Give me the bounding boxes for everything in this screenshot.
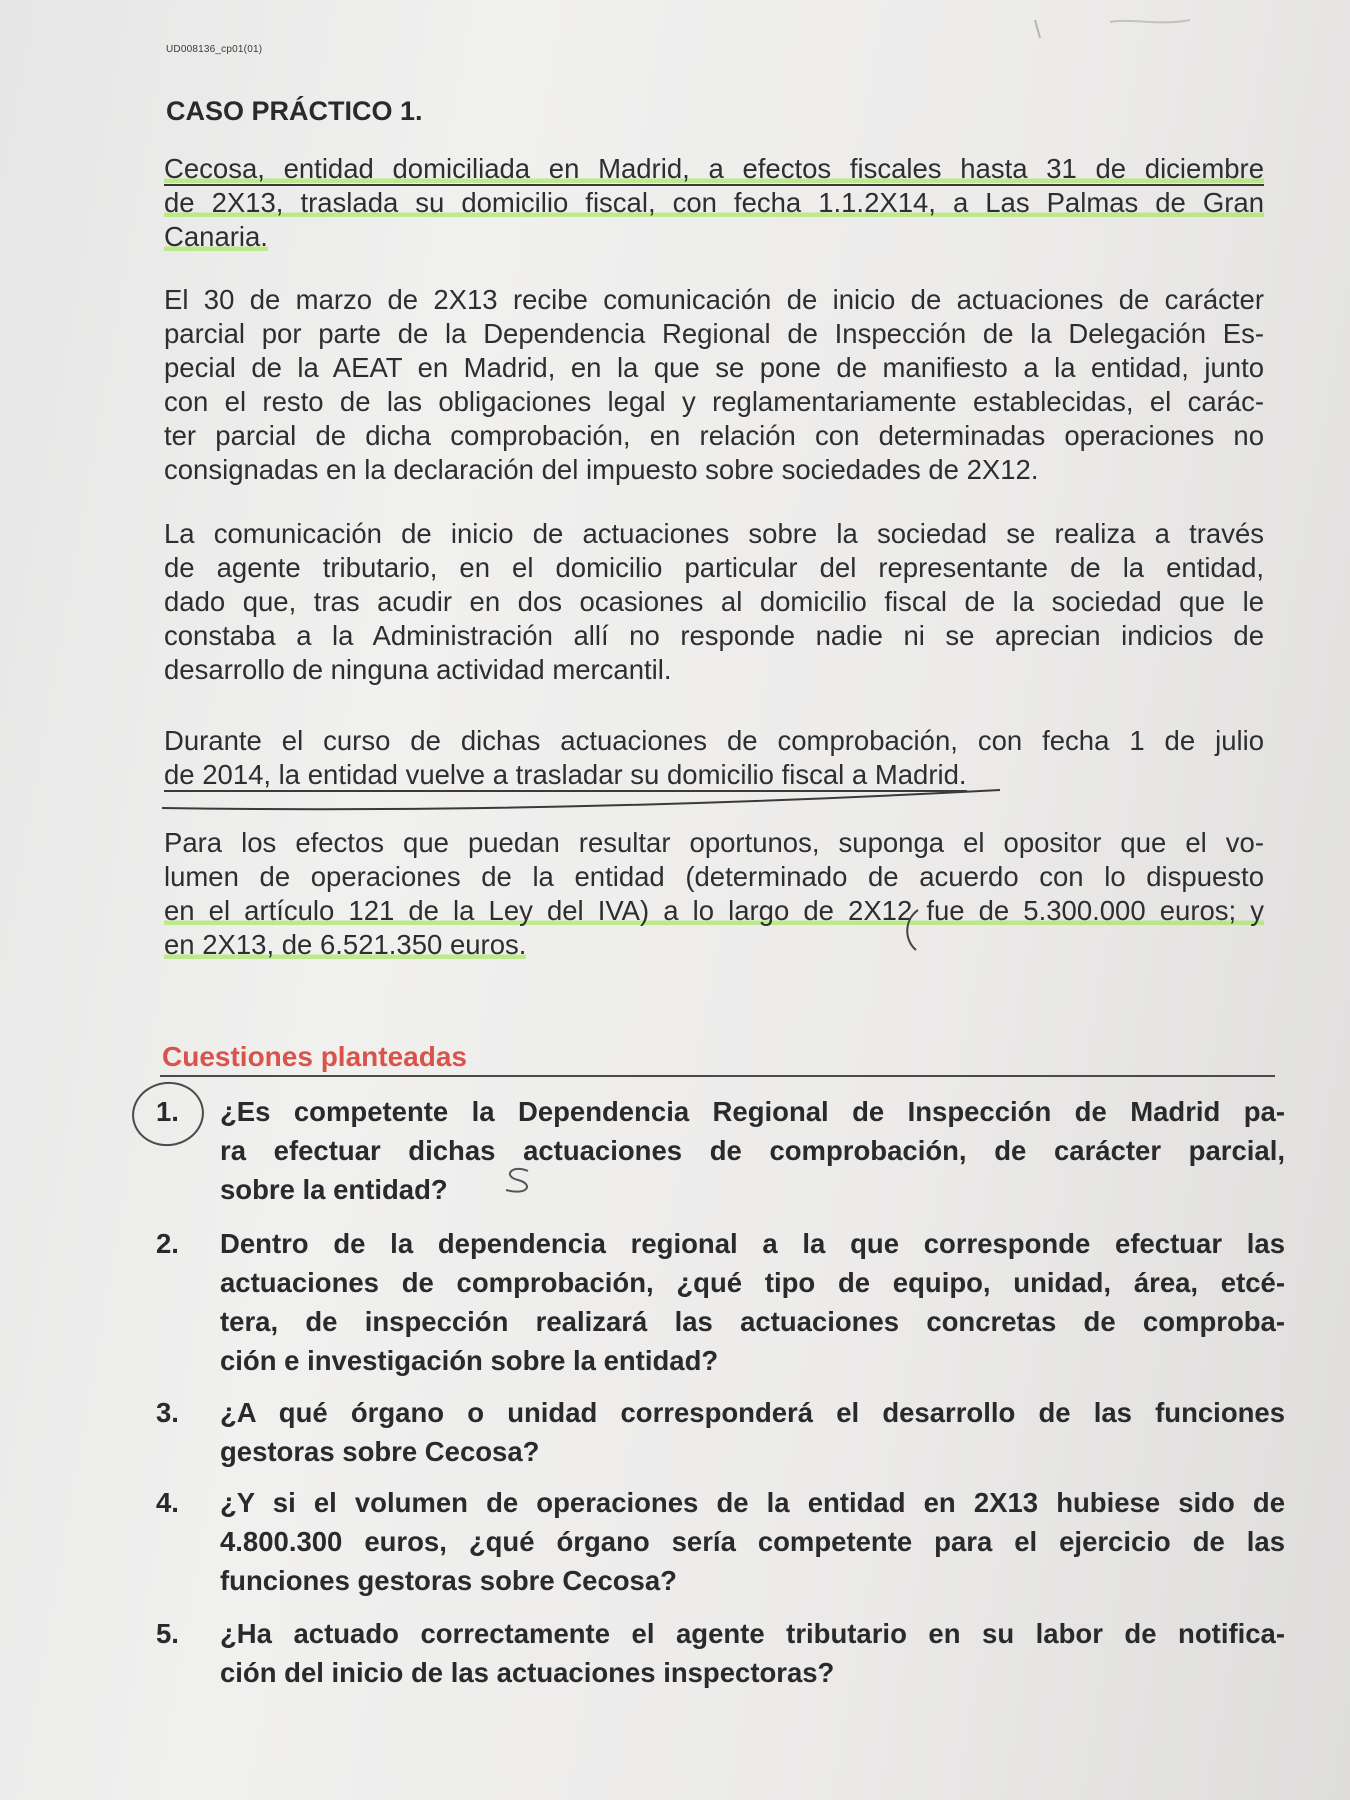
paragraph-line: desarrollo de ninguna actividad mercantil. (164, 654, 672, 685)
paragraph-line: Para los efectos que puedan resultar oportunos, suponga el opositor que el vo- (164, 827, 1264, 858)
question-text: Dentro de la dependencia regional a la que corresponde efectuar las actuaciones de comprobación, ¿qué tipo de equipo, unidad, área, etcé- tera, de inspección realizará las actuaciones concretas de comproba- ción e investigación sobre la entidad? (220, 1228, 1285, 1376)
pen-faint-mark (1110, 20, 1190, 22)
question-number: 3. (156, 1397, 179, 1428)
paragraph-line: La comunicación de inicio de actuaciones sobre la sociedad se realiza a través (164, 518, 1264, 549)
questions-heading: Cuestiones planteadas (162, 1041, 467, 1072)
question-number: 4. (156, 1487, 179, 1518)
question-number: 2. (156, 1228, 179, 1259)
paragraph-line: de 2X13, traslada su domicilio fiscal, con fecha 1.1.2X14, a Las Palmas de Gran (164, 187, 1264, 218)
question-text: ¿Ha actuado correctamente el agente tributario en su labor de notifica- ción del inicio de las actuaciones inspectoras? (220, 1618, 1285, 1688)
case-title: CASO PRÁCTICO 1. (166, 96, 423, 126)
question-number: 1. (156, 1096, 179, 1127)
paragraph-line: en el artículo 121 de la Ley del IVA) a lo largo de 2X12 fue de 5.300.000 euros; y (164, 895, 1264, 926)
paragraph-line: Canaria. (164, 221, 268, 252)
pen-underline-stroke (162, 790, 1000, 809)
paragraph-line: pecial de la AEAT en Madrid, en la que se pone de manifiesto a la entidad, junto (164, 352, 1264, 383)
paragraph-line: de 2014, la entidad vuelve a trasladar su domicilio fiscal a Madrid. (164, 759, 967, 790)
question-text: ¿Y si el volumen de operaciones de la entidad en 2X13 hubiese sido de 4.800.300 euros, ¿qué órgano sería competente para el ejercicio de las funciones gestoras sobre Cecosa? (220, 1487, 1285, 1596)
paragraph-line: parcial por parte de la Dependencia Regional de Inspección de la Delegación Es- (164, 318, 1264, 349)
pen-s-mark (506, 1169, 528, 1192)
paragraph-line: en 2X13, de 6.521.350 euros. (164, 929, 527, 960)
pen-faint-mark (1035, 20, 1040, 38)
question-text: ¿Es competente la Dependencia Regional de Inspección de Madrid pa- ra efectuar dichas actuaciones de comprobación, de carácter parcial, sobre la entidad? (220, 1096, 1285, 1205)
document-code: UD008136_cp01(01) (166, 44, 263, 55)
paragraph-line: Cecosa, entidad domiciliada en Madrid, a efectos fiscales hasta 31 de diciembre (164, 153, 1264, 184)
paragraph-line: El 30 de marzo de 2X13 recibe comunicación de inicio de actuaciones de carácter (164, 284, 1264, 315)
question-number: 5. (156, 1618, 179, 1649)
paragraph-line: de agente tributario, en el domicilio particular del representante de la entidad, (164, 552, 1264, 583)
paragraph-line: constaba a la Administración allí no responde nadie ni se aprecian indicios de (164, 620, 1264, 651)
pen-bracket-mark (907, 910, 918, 950)
paragraph-line: consignadas en la declaración del impuesto sobre sociedades de 2X12. (164, 454, 1039, 485)
paragraph-line: dado que, tras acudir en dos ocasiones al domicilio fiscal de la sociedad que le (164, 586, 1264, 617)
paragraph-line: Durante el curso de dichas actuaciones de comprobación, con fecha 1 de julio (164, 725, 1264, 756)
question-text: ¿A qué órgano o unidad corresponderá el desarrollo de las funciones gestoras sobre Cecosa? (220, 1397, 1285, 1467)
paragraph-line: lumen de operaciones de la entidad (determinado de acuerdo con lo dispuesto (164, 861, 1264, 892)
paragraph-line: ter parcial de dicha comprobación, en relación con determinadas operaciones no (164, 420, 1264, 451)
paragraph-line: con el resto de las obligaciones legal y reglamentariamente establecidas, el carác- (164, 386, 1264, 417)
